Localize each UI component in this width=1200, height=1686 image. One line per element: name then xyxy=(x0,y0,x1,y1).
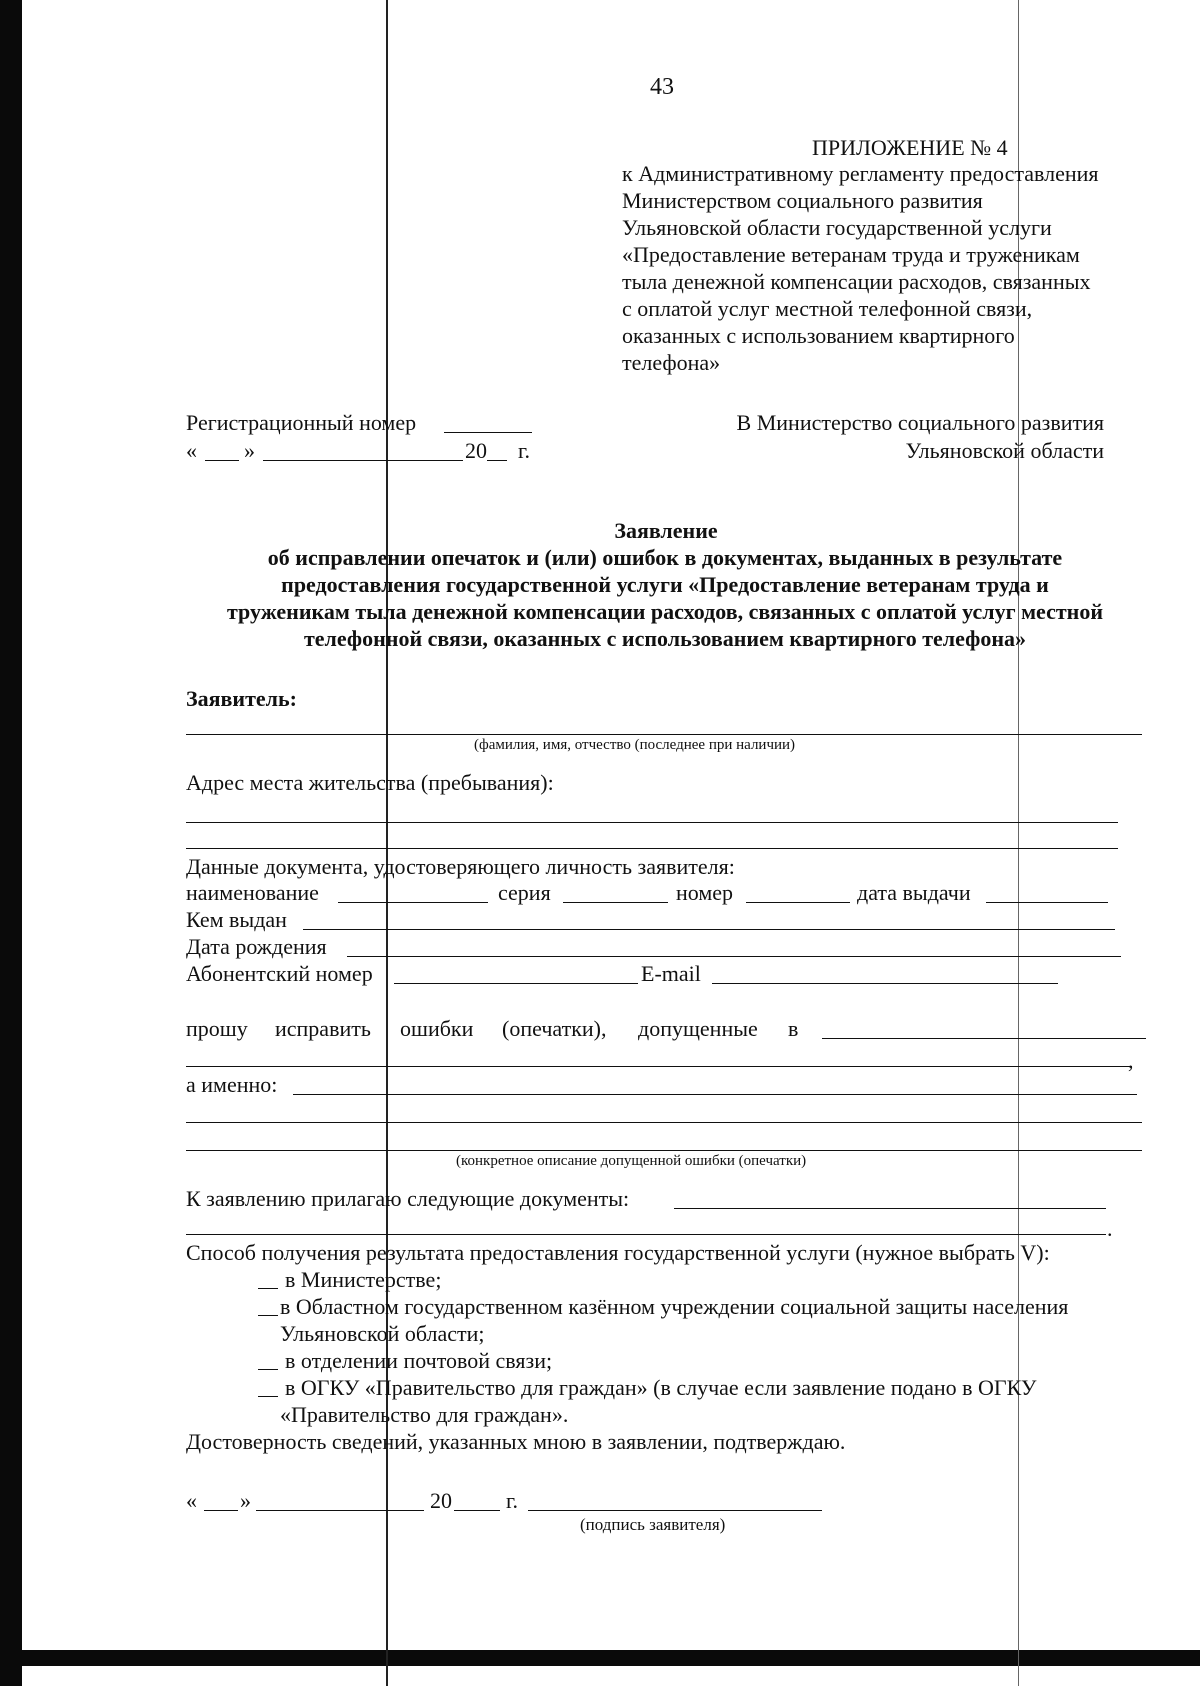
phone-field[interactable] xyxy=(394,983,638,984)
annex-line: к Административному регламенту предоставления xyxy=(622,161,1099,186)
namely-field-1[interactable] xyxy=(293,1094,1137,1095)
registration-year-field[interactable] xyxy=(487,460,507,461)
signature-year-suffix: г. xyxy=(506,1488,519,1513)
annex-line: Министерством социального развития xyxy=(622,188,983,213)
annex-line: «Предоставление ветеранам труда и труженикам xyxy=(622,242,1080,267)
confirmation-text: Достоверность сведений, указанных мною в заявлении, подтверждаю. xyxy=(186,1429,846,1454)
id-series-field[interactable] xyxy=(563,902,668,903)
namely-field-2[interactable] xyxy=(186,1122,1142,1123)
address-field-2[interactable] xyxy=(186,848,1118,849)
birth-date-field[interactable] xyxy=(347,956,1121,957)
delivery-option-label: в Областном государственном казённом учреждении социальной защиты населения xyxy=(280,1294,1069,1319)
request-word: в xyxy=(788,1016,799,1041)
id-series-label: серия xyxy=(498,880,551,905)
delivery-option-checkbox[interactable] xyxy=(258,1369,278,1370)
annex-line: Ульяновской области государственной услуги xyxy=(622,215,1052,240)
registration-number-label: Регистрационный номер xyxy=(186,410,417,435)
recipient-line: В Министерство социального развития xyxy=(736,410,1104,435)
phone-label: Абонентский номер xyxy=(186,961,373,986)
registration-number-field[interactable] xyxy=(444,432,532,433)
id-issue-date-field[interactable] xyxy=(986,902,1108,903)
signature-day-field[interactable] xyxy=(204,1510,238,1511)
email-field[interactable] xyxy=(712,983,1058,984)
registration-month-field[interactable] xyxy=(263,460,463,461)
document-subtitle-line: телефонной связи, оказанных с использованием квартирного телефона» xyxy=(303,626,1027,651)
error-description-hint: (конкретное описание допущенной ошибки (опечатки) xyxy=(456,1153,807,1169)
signature-hint: (подпись заявителя) xyxy=(580,1515,726,1534)
document-subtitle-line: об исправлении опечаток и (или) ошибок в документах, выданных в результате xyxy=(267,545,1063,570)
request-document-field-2[interactable] xyxy=(186,1066,1132,1067)
signature-field[interactable] xyxy=(528,1510,822,1511)
request-word: прошу xyxy=(186,1016,248,1041)
signature-year-field[interactable] xyxy=(454,1510,500,1511)
registration-date-close: » xyxy=(244,438,255,463)
applicant-label: Заявитель: xyxy=(186,686,297,711)
request-word: (опечатки), xyxy=(502,1016,607,1041)
id-number-label: номер xyxy=(676,880,734,905)
annex-line: телефона» xyxy=(622,350,721,375)
delivery-option-label: в Министерстве; xyxy=(285,1267,442,1292)
registration-day-field[interactable] xyxy=(205,460,239,461)
attachments-field-1[interactable] xyxy=(674,1208,1106,1209)
signature-date-open: « xyxy=(186,1488,197,1513)
delivery-option-label-continued: Ульяновской области; xyxy=(280,1321,485,1346)
request-word: допущенные xyxy=(638,1016,758,1041)
delivery-option-checkbox[interactable] xyxy=(258,1315,278,1316)
annex-line: тыла денежной компенсации расходов, связанных xyxy=(622,269,1091,294)
delivery-option-checkbox[interactable] xyxy=(258,1396,278,1397)
annex-title: ПРИЛОЖЕНИЕ № 4 xyxy=(812,135,1008,160)
id-issue-date-label: дата выдачи xyxy=(857,880,971,905)
email-label: E-mail xyxy=(641,961,701,986)
request-word: исправить xyxy=(275,1016,371,1041)
address-field-1[interactable] xyxy=(186,822,1118,823)
applicant-name-hint: (фамилия, имя, отчество (последнее при наличии) xyxy=(474,737,796,753)
id-name-field[interactable] xyxy=(338,902,488,903)
document-subtitle-line: труженикам тыла денежной компенсации расходов, связанных с оплатой услуг местной xyxy=(226,599,1104,624)
issued-by-label: Кем выдан xyxy=(186,907,287,932)
scan-left-edge xyxy=(0,0,22,1686)
attachments-label: К заявлению прилагаю следующие документы: xyxy=(186,1186,630,1211)
signature-date-close: » xyxy=(240,1488,251,1513)
registration-year-suffix: г. xyxy=(518,438,531,463)
scan-bottom-band xyxy=(22,1650,1200,1666)
document-title: Заявление xyxy=(614,518,718,543)
request-comma: , xyxy=(1128,1048,1134,1073)
namely-field-3[interactable] xyxy=(186,1150,1142,1151)
delivery-label: Способ получения результата предоставления государственной услуги (нужное выбрать V): xyxy=(186,1240,1050,1265)
attachments-field-2[interactable] xyxy=(186,1234,1106,1235)
registration-date-open: « xyxy=(186,438,197,463)
request-document-field[interactable] xyxy=(822,1038,1146,1039)
applicant-name-field[interactable] xyxy=(186,734,1142,735)
signature-year-prefix: 20 xyxy=(430,1488,452,1513)
annex-line: с оплатой услуг местной телефонной связи, xyxy=(622,296,1033,321)
delivery-option-label-continued: «Правительство для граждан». xyxy=(280,1402,569,1427)
registration-year-prefix: 20 xyxy=(465,438,487,463)
delivery-option-checkbox[interactable] xyxy=(258,1288,278,1289)
request-word: ошибки xyxy=(400,1016,474,1041)
page-number: 43 xyxy=(650,74,674,100)
id-number-field[interactable] xyxy=(746,902,850,903)
id-document-label: Данные документа, удостоверяющего личность заявителя: xyxy=(186,854,735,879)
address-label: Адрес места жительства (пребывания): xyxy=(186,770,554,795)
recipient-line: Ульяновской области xyxy=(905,438,1104,463)
id-name-label: наименование xyxy=(186,880,319,905)
delivery-option-label: в отделении почтовой связи; xyxy=(285,1348,553,1373)
document-subtitle-line: предоставления государственной услуги «Предоставление ветеранам труда и xyxy=(281,572,1049,597)
birth-date-label: Дата рождения xyxy=(186,934,327,959)
namely-label: а именно: xyxy=(186,1072,278,1097)
annex-line: оказанных с использованием квартирного xyxy=(622,323,1015,348)
signature-month-field[interactable] xyxy=(256,1510,424,1511)
attachments-end-mark: . xyxy=(1107,1216,1113,1241)
issued-by-field[interactable] xyxy=(303,929,1115,930)
delivery-option-label: в ОГКУ «Правительство для граждан» (в случае если заявление подано в ОГКУ xyxy=(285,1375,1037,1400)
